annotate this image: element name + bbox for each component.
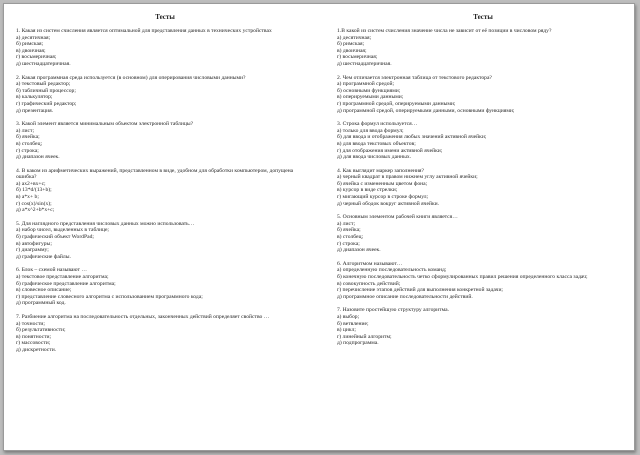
answer-option: в) калькулятор; — [16, 94, 53, 101]
answer-option: а) текстовый редактор; — [16, 81, 71, 88]
answer-option: а) черный квадрат в правом нижнем углу активной ячейки; — [337, 174, 478, 181]
left-question-4 — [16, 168, 314, 214]
answer-option: в) оперируемыми данными; — [337, 94, 404, 101]
answer-option: в) курсор в виде стрелки; — [337, 187, 398, 194]
answer-option: в) а*х+ b; — [16, 194, 39, 201]
answer-option: д) программный код. — [16, 300, 66, 307]
answer-option: д) программной средой, оперируемыми данными, основными функциями; — [337, 107, 515, 114]
question-text: 4. Как выглядит маркер заполнения? — [337, 167, 424, 174]
answer-option: б) 13*d/(13+b); — [16, 187, 52, 194]
question-text: 3. Строка формул используется… — [337, 121, 418, 128]
answer-option: в) столбец; — [16, 140, 43, 147]
answer-option: а) лист; — [16, 127, 35, 134]
answer-option: а) точности; — [16, 320, 45, 327]
answer-option: д) шестнадцатеричная. — [16, 60, 71, 67]
answer-option: в) цикл; — [337, 327, 356, 334]
question-text: 7. Разбиение алгоритма на последовательность отдельных, законченных действий определяет свойство … — [16, 313, 270, 320]
answer-option: д) подпрограмма. — [337, 340, 379, 347]
right-question-6 — [337, 261, 629, 301]
answer-option: д) шестнадцатеричная. — [337, 60, 392, 67]
answer-option: в) совокупность действий; — [337, 280, 401, 287]
answer-option: б) римская; — [337, 41, 365, 48]
question-text: 6. Блок – схемой называют … — [16, 267, 87, 274]
answer-option: а) ах2+вх+с; — [16, 180, 46, 187]
answer-option: б) графический объект WordPad; — [16, 234, 94, 241]
answer-option: д) для ввода числовых данных. — [337, 154, 412, 161]
left-question-list — [16, 28, 314, 354]
answer-option: в) словесное описание; — [16, 287, 72, 294]
right-question-3 — [337, 121, 629, 161]
left-question-6 — [16, 267, 314, 307]
answer-option: г) строка; — [16, 147, 39, 154]
right-column — [337, 13, 629, 354]
answer-option: г) диаграмму; — [16, 247, 49, 254]
answer-option: г) программной средой, оперируемыми данными; — [337, 100, 456, 107]
left-question-2 — [16, 75, 314, 115]
answer-option: г) массовости; — [16, 340, 51, 347]
answer-option: д) дискретности. — [16, 346, 57, 353]
answer-option: г) восьмеричная; — [16, 54, 57, 61]
question-text: 4. В каком из арифметических выражений, представленном в виде, удобном для обработки компьютером, допущена ошибка? — [16, 167, 294, 181]
answer-option: г) строка; — [337, 240, 360, 247]
answer-option: б) ветвление; — [337, 320, 369, 327]
answer-option: а) лист; — [337, 220, 356, 227]
question-text: 2. Чем отличается электронная таблица от текстового редактора? — [337, 74, 492, 81]
answer-option: д) черный ободок вокруг активной ячейки. — [337, 200, 440, 207]
answer-option: г) для отображения имени активной ячейки; — [337, 147, 443, 154]
answer-option: г) восьмеричная; — [337, 54, 378, 61]
right-question-7 — [337, 307, 629, 347]
question-text: 1.В какой из систем счисления значение числа не зависит от её позиции в числовом ряду? — [337, 28, 552, 34]
answer-option: в) двоичная; — [16, 47, 46, 54]
right-question-4 — [337, 168, 629, 208]
answer-option: д) презентация. — [16, 107, 54, 114]
right-column-title: Тесты — [473, 13, 493, 21]
answer-option: б) табличный процессор; — [16, 87, 76, 94]
answer-option: б) ячейка; — [337, 227, 361, 234]
answer-option: в) столбец; — [337, 234, 364, 241]
answer-option: б) конечную последовательность четко сформулированных правил решения определенного класса задач; — [337, 274, 588, 280]
answer-option: б) для ввода и отображения любых значений активной ячейки; — [337, 134, 487, 141]
answer-option: д) диапазон ячеек. — [337, 247, 381, 254]
answer-option: б) результативности; — [16, 327, 66, 334]
answer-option: а) программной средой; — [337, 81, 395, 88]
answer-option: г) мигающий курсор в строке формул; — [337, 194, 429, 201]
left-question-5 — [16, 221, 314, 261]
answer-option: а) определенную последовательность команд; — [337, 267, 447, 274]
answer-option: г) перечисление этапов действий для выполнения конкретной задачи; — [337, 287, 503, 294]
left-column-title: Тесты — [155, 13, 175, 21]
question-text: 2. Какая программная среда используется (в основном) для оперирования числовыми данными? — [16, 74, 246, 81]
answer-option: д) a*x^2+b*x+c; — [16, 207, 55, 214]
answer-option: д) программное описание последовательности действий. — [337, 293, 473, 300]
right-question-1 — [337, 28, 629, 68]
answer-option: а) набор чисел, выделенных в таблице; — [16, 227, 109, 234]
right-question-5 — [337, 214, 629, 254]
answer-option: б) ячейка; — [16, 134, 40, 141]
left-question-7 — [16, 314, 314, 354]
question-text: 7. Назовите простейшую структуру алгоритма. — [337, 307, 450, 314]
question-text: 1. Какая из систем счисления является оптимальной для представления данных в технических устройствах — [16, 28, 272, 34]
answer-option: г) графический редактор; — [16, 100, 77, 107]
right-question-2 — [337, 75, 629, 115]
answer-option: б) ячейка с измененным цветом фона; — [337, 180, 428, 187]
answer-option: г) представление словесного алгоритма с использованием программного кода; — [16, 293, 203, 300]
answer-option: д) графические файлы. — [16, 253, 71, 260]
answer-option: в) автофигуры; — [16, 240, 52, 247]
answer-option: в) двоичная; — [337, 47, 367, 54]
question-text: 3. Какой элемент является минимальным объектом электронной таблицы? — [16, 121, 194, 128]
answer-option: в) понятности; — [16, 333, 52, 340]
question-text: 5. Для наглядного представления числовых данных можно использовать… — [16, 220, 195, 227]
answer-option: а) десятичная; — [16, 34, 51, 41]
answer-option: б) римская; — [16, 41, 44, 48]
answer-option: г) cos(x)/sin(x); — [16, 200, 52, 207]
answer-option: б) основными функциями; — [337, 87, 401, 94]
left-column — [16, 13, 314, 361]
answer-option: г) линейный алгоритм; — [337, 333, 392, 340]
answer-option: а) выбор; — [337, 313, 360, 320]
answer-option: в) для ввода текстовых объектов; — [337, 140, 416, 147]
answer-option: а) только для ввода формул; — [337, 127, 404, 134]
answer-option: д) диапазон ячеек. — [16, 154, 60, 161]
left-question-1 — [16, 28, 314, 68]
left-question-3 — [16, 121, 314, 161]
answer-option: а) десятичная; — [337, 34, 372, 41]
question-text: 5. Основным элементом рабочей книги является… — [337, 214, 458, 221]
question-text: 6. Алгоритмом называют… — [337, 260, 403, 267]
answer-option: б) графическое представление алгоритма; — [16, 280, 116, 287]
answer-option: а) текстовое представление алгоритма; — [16, 274, 109, 280]
document-page — [3, 3, 635, 451]
right-question-list — [337, 28, 629, 347]
